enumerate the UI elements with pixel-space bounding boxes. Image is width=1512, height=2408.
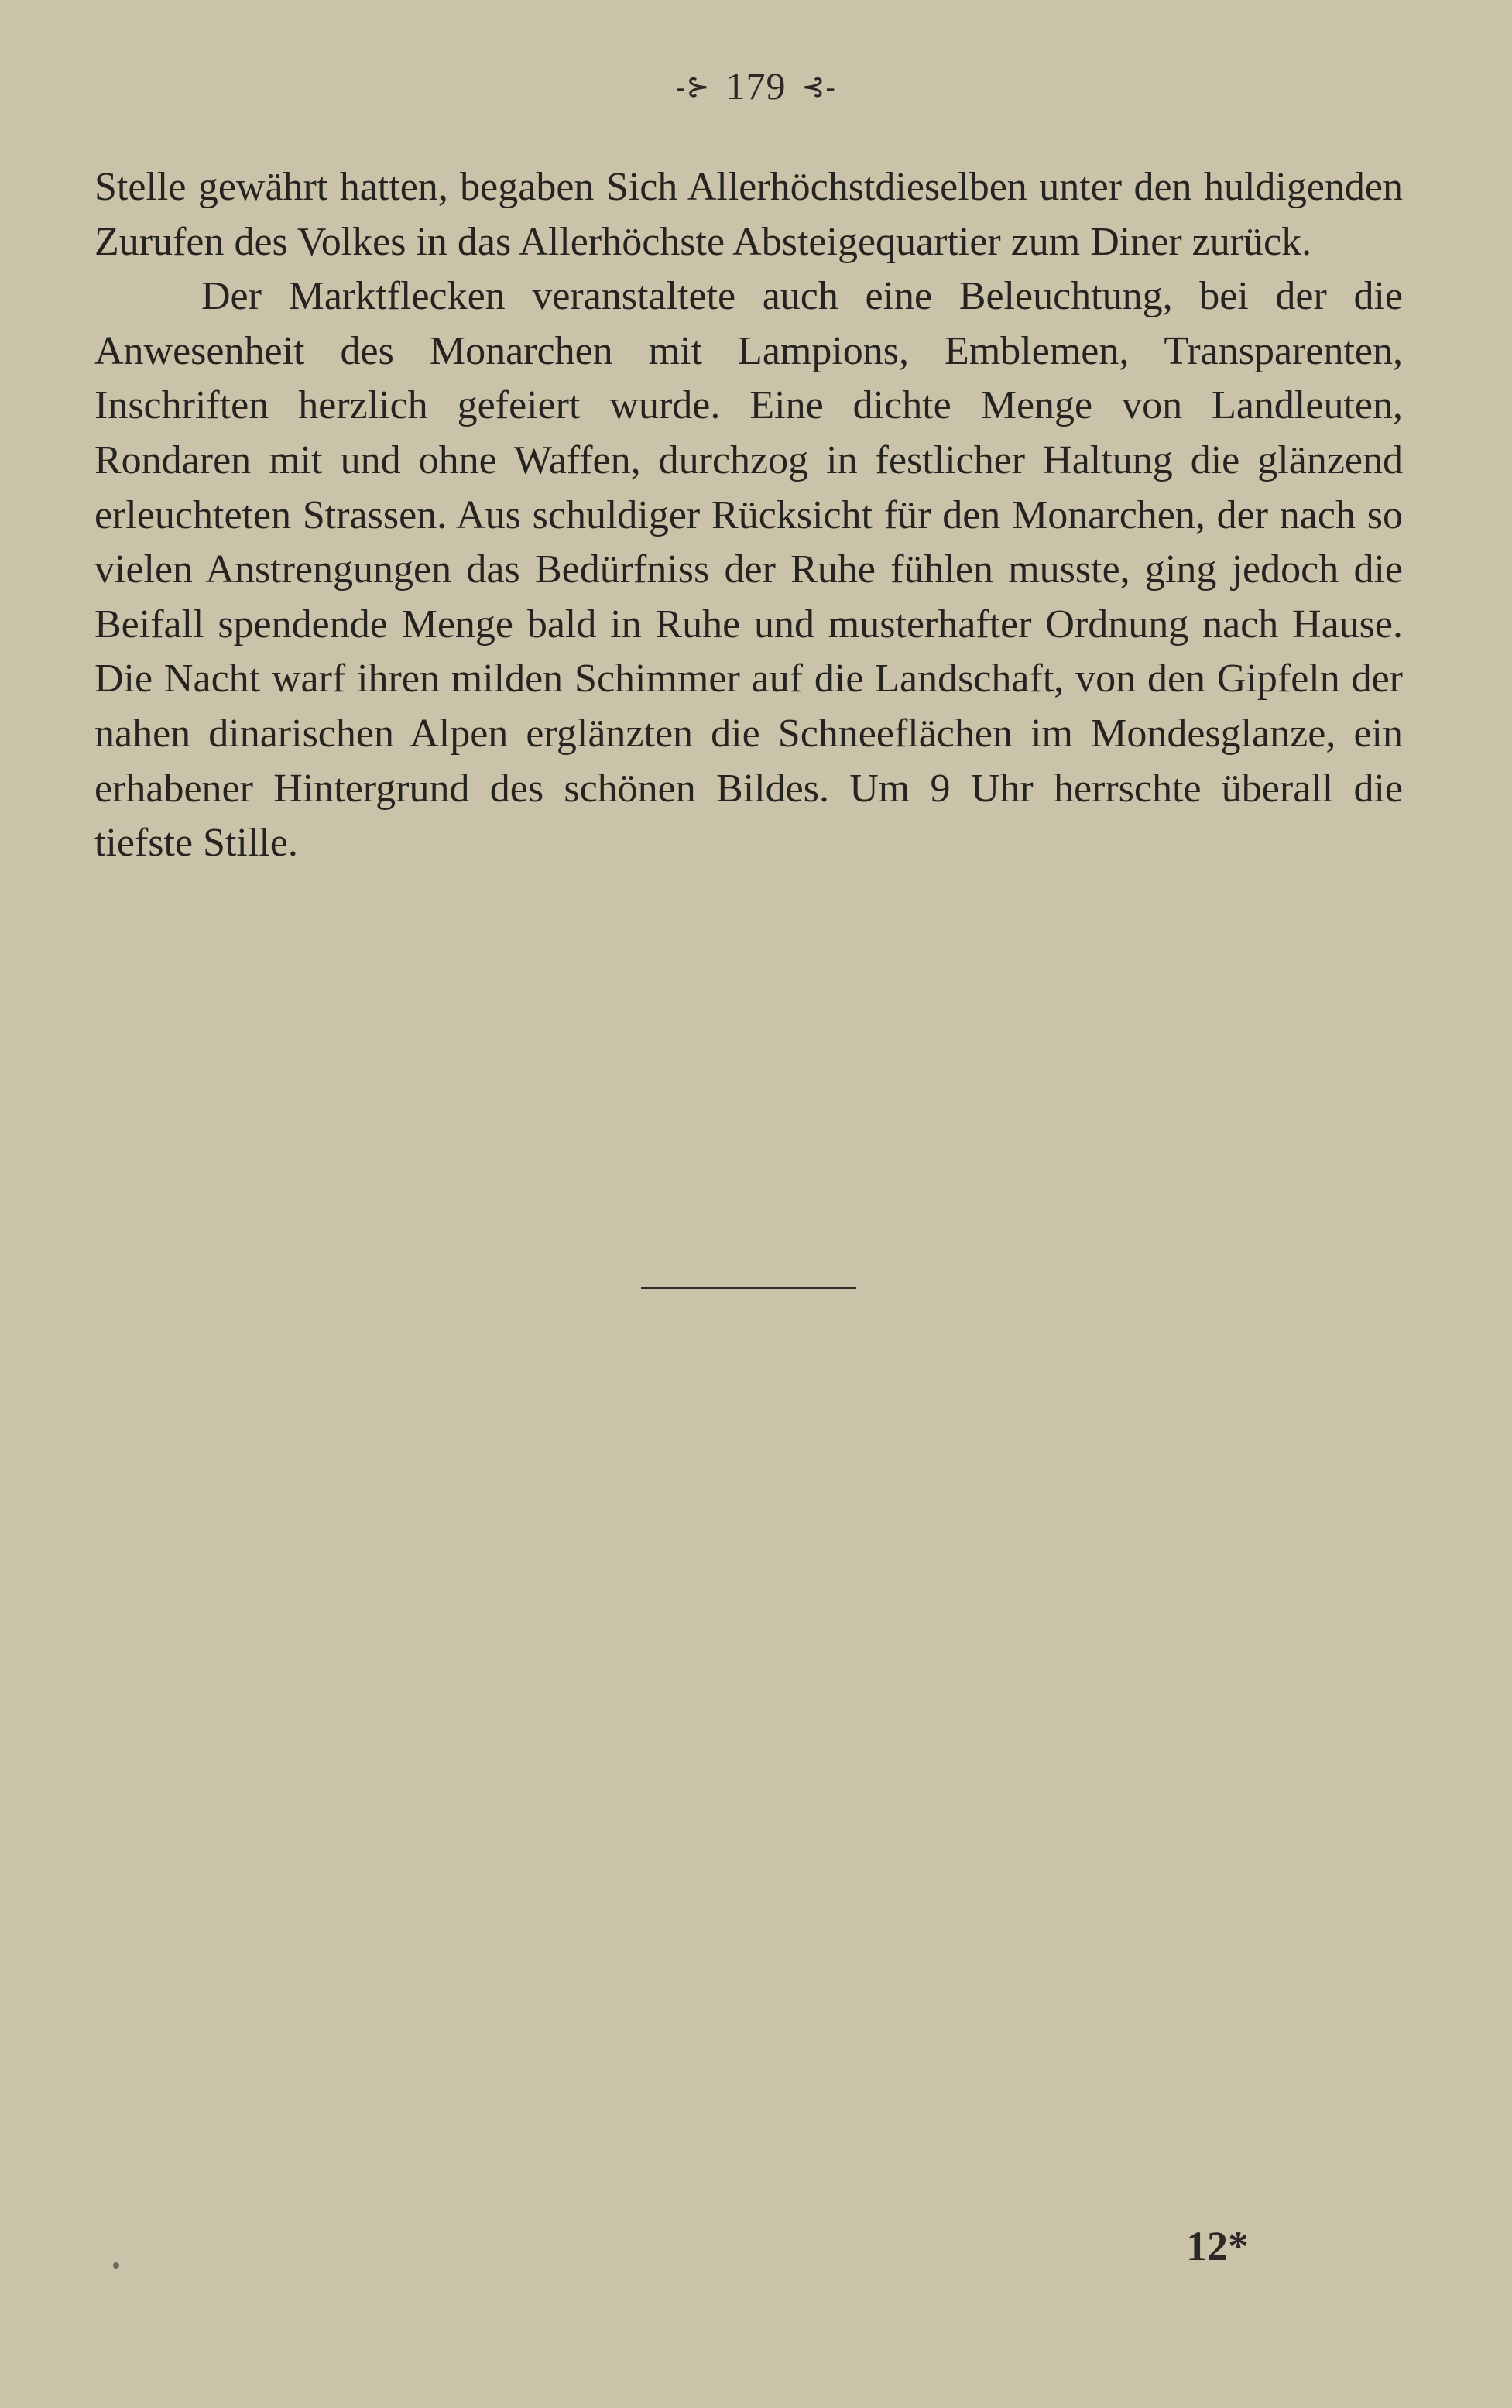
section-divider-rule — [641, 1287, 856, 1289]
ornament-right: ⊰- — [801, 71, 836, 102]
paper-speck — [113, 2262, 119, 2269]
paragraph-1: Stelle gewährt hatten, begaben Sich Allerhöchstdieselben unter den huldigenden Zurufen des Volkes in das Allerhöchste Absteigequartier zum Diner zurück. — [94, 165, 1403, 264]
body-text — [94, 160, 1403, 871]
page-header — [0, 60, 1512, 112]
page-number: 179 — [725, 64, 787, 108]
paragraph-2: Der Marktflecken veranstaltete auch eine Beleuchtung, bei der die Anwesenheit des Monarchen mit Lampions, Emblemen, Transparenten, Inschriften herzlich gefeiert wurde. Eine dichte Menge von Landleuten, Rondaren mit und ohne Waffen, durchzog in festlicher Haltung die glänzend erleuchteten Strassen. Aus schuldiger Rücksicht für den Monarchen, der nach so vielen Anstrengungen das Bedürfniss der Ruhe fühlen musste, ging jedoch die Beifall spendende Menge bald in Ruhe und musterhafter Ordnung nach Hause. Die Nacht warf ihren milden Schimmer auf die Landschaft, von den Gipfeln der nahen dinarischen Alpen erglänzten die Schneeflächen im Mondesglanze, ein erhabener Hintergrund des schönen Bildes. Um 9 Uhr herrschte überall die tiefste Stille. — [94, 274, 1403, 866]
ornament-left: -⊱ — [676, 71, 711, 102]
signature-mark: 12* — [1186, 2223, 1249, 2269]
